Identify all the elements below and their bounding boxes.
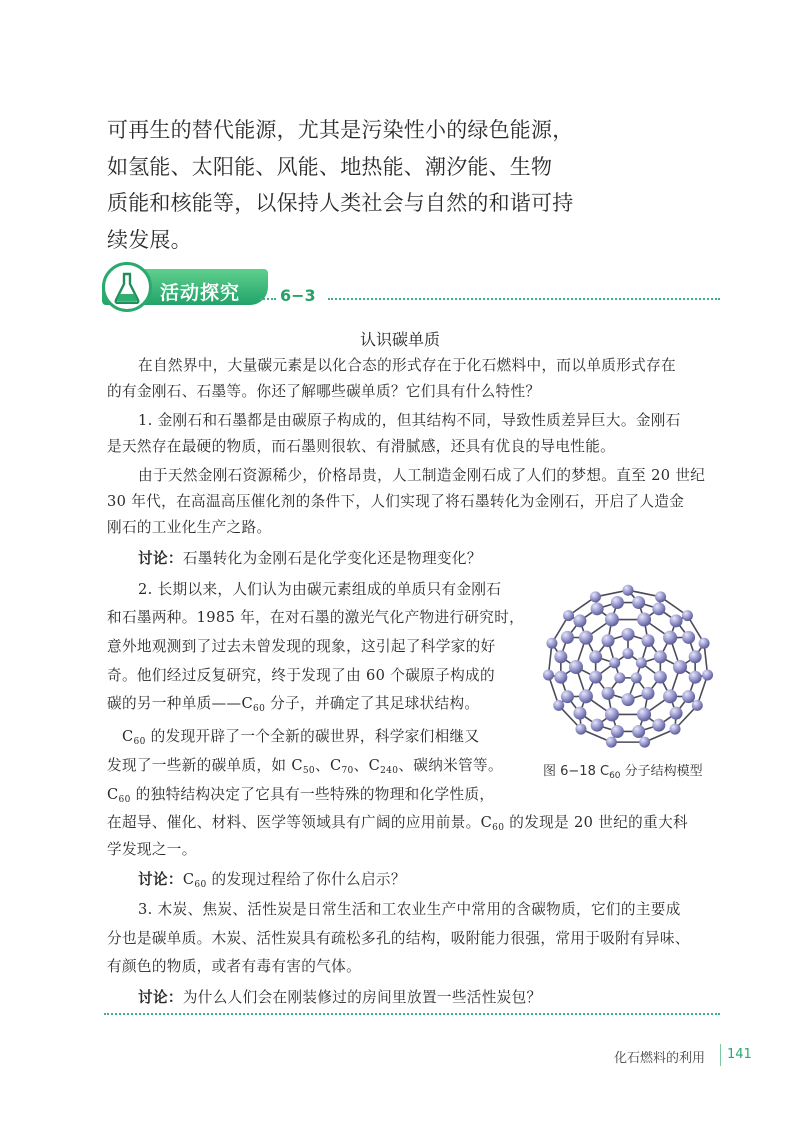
carbon-atom <box>699 638 710 649</box>
discussion-line <box>138 870 406 895</box>
carbon-atom <box>670 707 683 720</box>
carbon-atom <box>569 660 583 674</box>
subscript: 240 <box>380 766 399 776</box>
discussion-label: 讨论： <box>138 871 183 888</box>
carbon-atom <box>663 689 677 703</box>
subscript: 60 <box>492 823 505 833</box>
carbon-atom <box>637 613 651 627</box>
text-line: 奇。他们经过反复研究，终于发现了由 60 个碳原子构成的 <box>107 667 495 684</box>
carbon-atom <box>609 657 620 668</box>
caption-text: 分子结构模型 <box>620 764 703 779</box>
carbon-atom <box>589 650 602 663</box>
subscript: 60 <box>194 880 207 890</box>
carbon-atom <box>554 650 567 663</box>
carbon-atom <box>602 634 615 647</box>
discussion-line <box>138 988 542 1008</box>
carbon-atom <box>631 672 642 683</box>
carbon-atom <box>561 631 574 644</box>
text-line: 分也是碳单质。木炭、活性炭具有疏松多孔的结构，吸附能力很强，常用于吸附有异味、 <box>107 930 690 947</box>
divider <box>328 298 720 300</box>
discussion-text: 为什么人们会在刚装修过的房间里放置一些活性炭包？ <box>182 989 542 1006</box>
carbon-atom <box>614 672 625 683</box>
carbon-atom <box>575 724 586 735</box>
discussion-label: 讨论： <box>138 550 183 567</box>
carbon-atom <box>655 591 666 602</box>
text-span: C <box>182 871 195 888</box>
carbon-atom <box>579 689 593 703</box>
carbon-atom <box>641 687 654 700</box>
text-line: 是天然存在最硬的物质，而石墨则很软、有滑腻感，还具有优良的导电性能。 <box>107 438 616 455</box>
text-line: 意外地观测到了过去未曾发现的现象，这引起了科学家的好 <box>107 638 496 655</box>
subscript: 60 <box>118 795 131 805</box>
text-span: 的发现开辟了一个全新的碳世界，科学家们相继又 <box>145 728 480 745</box>
carbon-atom <box>692 700 703 711</box>
text-line: 3. 木炭、焦炭、活性炭是日常生活和工农业生产中常用的含碳物质，它们的主要成 <box>138 901 681 918</box>
flask-icon <box>102 262 152 312</box>
intro-paragraph <box>107 112 574 258</box>
carbon-atom <box>689 671 702 684</box>
carbon-atom <box>632 596 645 609</box>
carbon-atom <box>639 737 650 748</box>
carbon-atom <box>682 690 695 703</box>
subscript: 60 <box>133 737 146 747</box>
carbon-atom <box>606 737 617 748</box>
text-line: 刚石的工业化生产之路。 <box>107 519 272 536</box>
activity-header <box>102 262 720 312</box>
subscript: 50 <box>302 766 315 776</box>
carbon-atom <box>689 650 702 663</box>
carbon-atom <box>561 690 574 703</box>
intro-line: 质能和核能等，以保持人类社会与自然的和谐可持 <box>107 191 574 215</box>
carbon-atom <box>546 638 557 649</box>
carbon-atom <box>641 634 654 647</box>
carbon-atom <box>611 725 624 738</box>
text-line <box>107 813 688 838</box>
text-span: 发现了一些新的碳单质，如 C <box>107 757 303 774</box>
intro-line: 可再生的替代能源，尤其是污染性小的绿色能源， <box>107 118 574 142</box>
carbon-atom <box>554 671 567 684</box>
carbon-atom <box>623 585 634 596</box>
footer-section-title: 化石燃料的利用 <box>614 1051 706 1066</box>
text-span: 的发现过程给了你什么启示？ <box>206 871 406 888</box>
carbon-atom <box>652 602 665 615</box>
carbon-atom <box>652 719 665 732</box>
carbon-atom <box>636 657 647 668</box>
carbon-atom <box>573 614 586 627</box>
text-line: 和石墨两种。1985 年，在对石墨的激光气化产物进行研究时， <box>107 609 525 626</box>
discussion-text: 石墨转化为金刚石是化学变化还是物理变化？ <box>182 550 482 567</box>
carbon-atom <box>605 613 619 627</box>
carbon-atom <box>605 707 619 721</box>
carbon-atom <box>543 670 554 681</box>
carbon-atom <box>632 725 645 738</box>
carbon-atom <box>637 707 651 721</box>
text-line: 1. 金刚石和石墨都是由碳原子构成的，但其结构不同，导致性质差异巨大。金刚石 <box>138 412 681 429</box>
carbon-atom <box>591 719 604 732</box>
carbon-atom <box>670 724 681 735</box>
c60-molecule-figure <box>538 582 718 752</box>
text-span: 、碳纳米管等。 <box>398 757 503 774</box>
text-span: 、C <box>315 757 342 774</box>
carbon-atom <box>663 631 677 645</box>
activity-number: 6−3 <box>280 286 316 305</box>
text-line: 由于天然金刚石资源稀少，价格昂贵，人工制造金刚石成了人们的梦想。直至 20 世纪 <box>138 467 706 484</box>
activity-label: 活动探究 <box>160 282 241 304</box>
subscript: 70 <box>341 766 354 776</box>
intro-line: 续发展。 <box>107 227 192 252</box>
activity-title: 认识碳单质 <box>359 330 440 349</box>
text-line <box>107 785 494 810</box>
text-line <box>122 727 479 752</box>
carbon-atom <box>579 631 593 645</box>
carbon-atom <box>682 610 693 621</box>
divider <box>260 298 276 300</box>
text-span: 碳的另一种单质——C <box>107 695 254 712</box>
carbon-atom <box>654 671 667 684</box>
text-line: 在自然界中，大量碳元素是以化合态的形式存在于化石燃料中，而以单质形式存在 <box>138 357 676 374</box>
carbon-atom <box>654 650 667 663</box>
carbon-atom <box>682 631 695 644</box>
carbon-atom <box>589 671 602 684</box>
carbon-atom <box>591 602 604 615</box>
figure-caption <box>543 760 703 781</box>
carbon-atom <box>573 707 586 720</box>
carbon-atom <box>623 648 634 659</box>
footer-divider <box>720 1044 721 1066</box>
text-line: 学发现之一。 <box>107 841 197 858</box>
text-span: 在超导、催化、材料、医学等领域具有广阔的应用前景。C <box>107 814 493 831</box>
carbon-atom <box>702 670 713 681</box>
text-span: 分子，并确定了其足球状结构。 <box>265 695 480 712</box>
text-span: C <box>107 786 119 803</box>
carbon-atom <box>622 628 635 641</box>
carbon-atom <box>590 591 601 602</box>
carbon-atom <box>670 614 683 627</box>
carbon-atom <box>611 596 624 609</box>
carbon-atom <box>602 687 615 700</box>
page-number: 141 <box>727 1047 752 1062</box>
text-line: 2. 长期以来，人们认为由碳元素组成的单质只有金刚石 <box>138 581 502 598</box>
c60-molecule-illustration <box>538 582 718 752</box>
text-line: 的有金刚石、石墨等。你还了解哪些碳单质？它们具有什么特性？ <box>107 383 541 400</box>
carbon-atom <box>563 610 574 621</box>
text-span: C <box>122 728 134 745</box>
intro-line: 如氢能、太阳能、风能、地热能、潮汐能、生物 <box>107 154 553 179</box>
text-line <box>107 756 503 781</box>
caption-text: 图 6−18 C <box>543 764 610 779</box>
divider <box>104 1013 720 1015</box>
text-line <box>107 694 479 719</box>
carbon-atom <box>673 660 687 674</box>
text-span: 的发现是 20 世纪的重大科 <box>504 814 688 831</box>
text-line: 有颜色的物质，或者有毒有害的气体。 <box>107 958 362 975</box>
carbon-atom <box>622 693 635 706</box>
subscript: 60 <box>253 704 266 714</box>
text-span: 、C <box>353 757 381 774</box>
discussion-label: 讨论： <box>138 989 183 1006</box>
discussion-line <box>138 549 482 569</box>
text-line: 30 年代，在高温高压催化剂的条件下，人们实现了将石墨转化为金刚石，开启了人造金 <box>107 493 685 510</box>
subscript: 60 <box>609 771 621 781</box>
carbon-atom <box>553 700 564 711</box>
text-span: 的独特结构决定了它具有一些特殊的物理和化学性质， <box>130 786 495 803</box>
